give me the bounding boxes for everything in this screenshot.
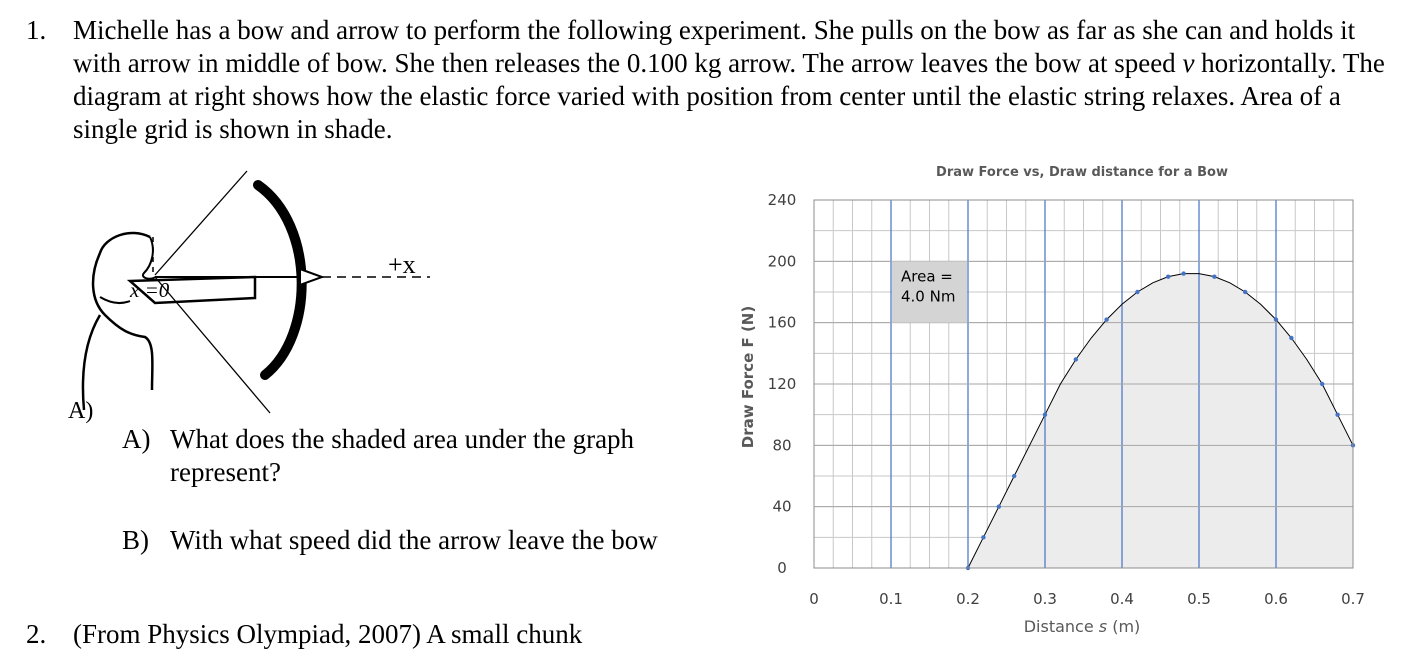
archer-body <box>83 233 152 410</box>
question-a-label: A) <box>122 424 151 454</box>
question-text: Michelle has a bow and arrow to perform the following experiment. She pulls on the bow as far as she can and holds it with arrow in middle of bow. She then releases the 0.100 kg arrow. The arrow leaves the bow at speed v horizontally. The diagram at right shows how the elastic force varied with position from center until the elastic string relaxes. Area of a single grid is shown in shade. <box>73 15 1385 144</box>
data-point <box>1274 317 1278 321</box>
figure-corner-label: A) <box>68 398 94 424</box>
x-tick-label: 0.3 <box>1033 590 1057 608</box>
data-point <box>1074 357 1078 361</box>
data-point <box>981 535 985 539</box>
bow-limb <box>258 185 302 375</box>
x-tick-label: 0.2 <box>956 590 980 608</box>
data-point <box>1043 412 1047 416</box>
data-point <box>1243 290 1247 294</box>
arrow-head <box>300 269 322 285</box>
x-tick-label: 0.5 <box>1187 590 1211 608</box>
data-point <box>1289 336 1293 340</box>
data-point <box>997 504 1001 508</box>
area-value: 4.0 Nm <box>901 287 956 306</box>
x-tick-label: 0.6 <box>1264 590 1288 608</box>
data-point <box>1104 317 1108 321</box>
x-tick-label: 0 <box>809 590 819 608</box>
question-number: 2. <box>26 619 47 649</box>
chart-title: Draw Force vs, Draw distance for a Bow <box>936 165 1228 180</box>
question-text: (From Physics Olympiad, 2007) A small chunk <box>73 619 583 649</box>
x-zero-label: x =0 <box>130 278 170 302</box>
x-tick-label: 0.4 <box>1110 590 1134 608</box>
y-tick-label: 40 <box>772 497 792 516</box>
area-label: Area = <box>901 267 953 286</box>
y-tick-label: 120 <box>767 375 797 393</box>
data-point <box>1166 274 1170 278</box>
x-tick-label: 0.7 <box>1341 590 1365 608</box>
chart-svg <box>732 155 1377 644</box>
data-point <box>1335 412 1339 416</box>
archer-head <box>143 237 156 279</box>
question-b-text: With what speed did the arrow leave the bow <box>170 525 658 555</box>
question-number: 1. <box>26 15 47 45</box>
question-b-label: B) <box>122 525 149 555</box>
x-axis-label: Distance s (m) <box>1023 617 1141 636</box>
data-point <box>1012 474 1016 478</box>
y-tick-label: 240 <box>767 191 797 209</box>
speed-variable: v <box>1182 48 1195 78</box>
data-point <box>1212 274 1216 278</box>
y-tick-label: 160 <box>767 313 797 332</box>
x-tick-label: 0.1 <box>879 590 903 608</box>
archer-figure <box>60 165 540 430</box>
y-axis-label: Draw Force F (N) <box>739 305 757 449</box>
data-point <box>1320 382 1324 386</box>
force-distance-chart <box>732 155 1377 644</box>
plus-x-label: +x <box>388 250 416 279</box>
bow-illustration <box>60 165 540 430</box>
y-tick-label: 80 <box>772 436 792 455</box>
data-point <box>1181 271 1185 275</box>
y-tick-label: 200 <box>767 252 797 271</box>
y-tick-label: 0 <box>777 559 787 577</box>
question-a-text: What does the shaded area under the graph represent? <box>170 424 635 487</box>
bow-string-top <box>155 171 247 275</box>
data-point <box>1135 290 1139 294</box>
